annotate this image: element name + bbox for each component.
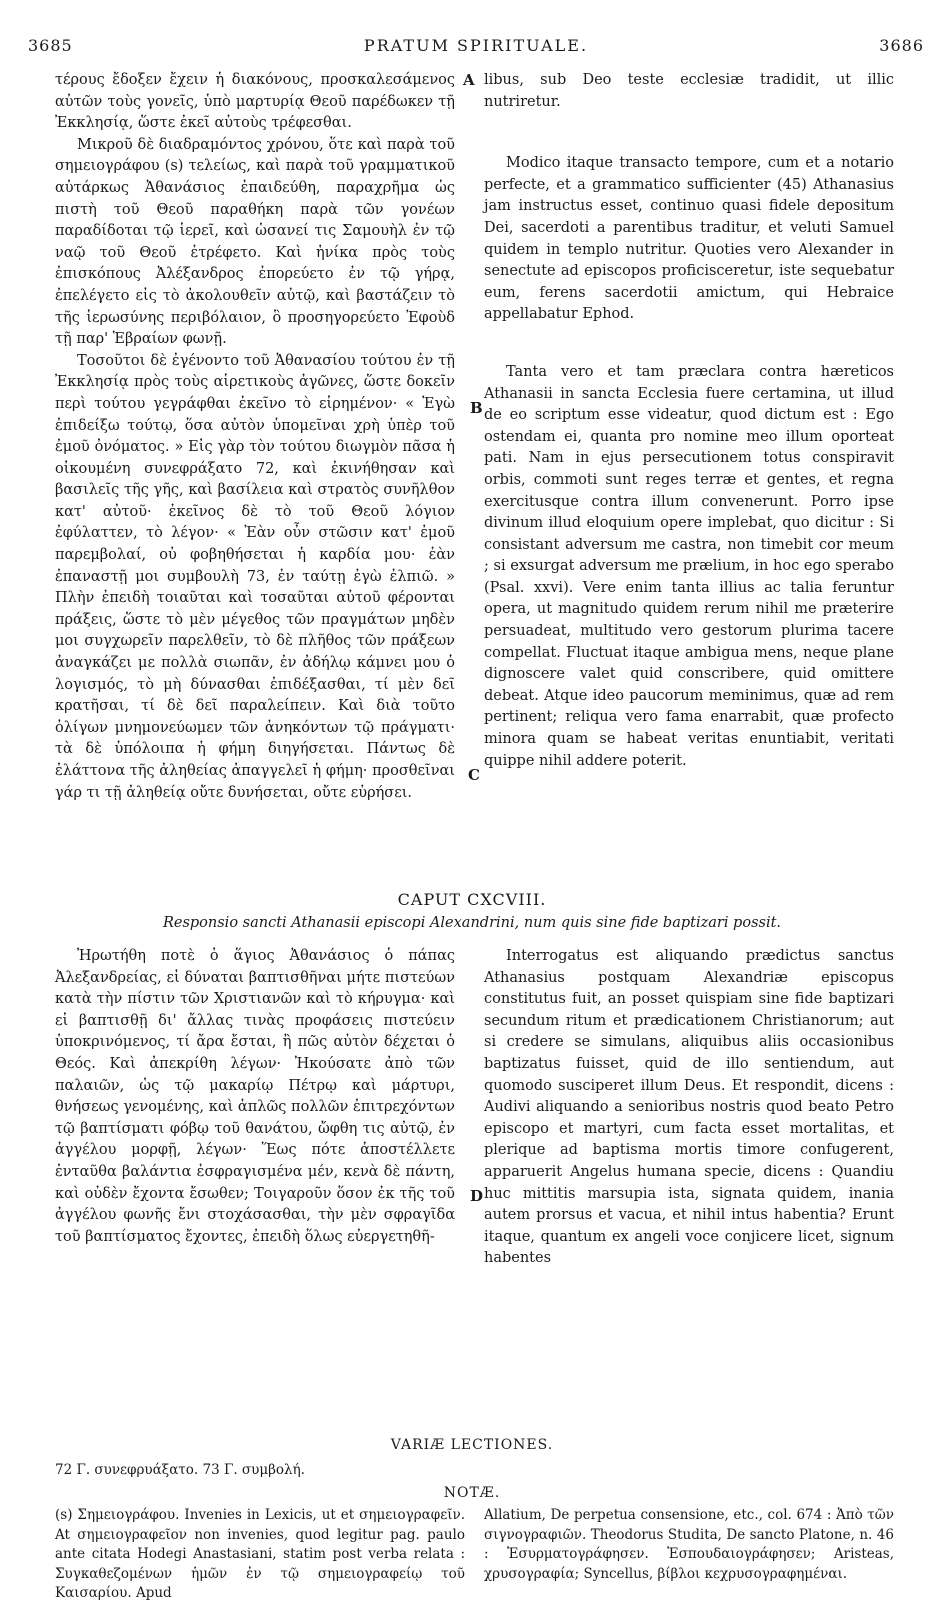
latin-column-upper (484, 70, 894, 772)
note-text-left: (s) Σημειογράφου. Invenies in Lexicis, ut et σημειογραφεῖν. At σημειογραφεῖον non invenies, quod legitur pag. paulo ante citata Hodegi Anastasiani, statim post verba relata : Συγκαθεζομένων ἡμῶν ἐν τῷ σημειογραφείῳ τοῦ Καισαρίου. Apud (55, 1507, 465, 1601)
greek-column-lower (55, 946, 455, 1248)
column-number-left: 3685 (28, 36, 73, 55)
latin-paragraph: libus, sub Deo teste ecclesiæ tradidit, ut illic nutriretur. (484, 72, 894, 110)
running-title: PRATUM SPIRITUALE. (363, 36, 589, 55)
marker-c: C (468, 766, 480, 784)
latin-paragraph: Interrogatus est aliquando prædictus sanctus Athanasius postquam Alexandriæ episcopus constitutus fuit, an posset quispiam sine fide baptizari secundum ritum et prædicationem Christianorum; aut si credere se simulans, aliquibus aliis occasionibus baptizatus fuisset, quid de illo sentiendum, aut quomodo susciperet illum Deus. Et respondit, dicens : Audivi aliquando a senioribus nostris quod beato Petro episcopo et martyri, cum facta esset mortalitas, et plerique ad baptisma mortis timore confugerent, apparuerit Angelus humana specie, dicens : Quandiu huc mittitis marsupia ista, signata quidem, inania autem prorsus et vacua, et nihil intus habentia? Erunt itaque, quantum ex angeli voce conjicere licet, signum habentes (484, 948, 894, 1267)
variae-heading: VARIÆ LECTIONES. (390, 1437, 554, 1453)
marker-b: B (470, 399, 483, 417)
note-text-right: Allatium, De perpetua consensione, etc., col. 674 : Ἀπὸ τῶν σιγνογραφιῶν. Theodorus Studita, De sancto Platone, n. 46 : Ἐσυρματογράφησεν. Ἐσπουδαιογράφησεν; Aristeas, χρυσογραφία; Syncellus, βίβλοι κεχρυσογραφημέναι. (484, 1507, 894, 1582)
greek-paragraph: Μικροῦ δὲ διαδραμόντος χρόνου, ὅτε καὶ παρὰ τοῦ σημειογράφου (s) τελείως, καὶ παρὰ τοῦ γραμματικοῦ αὐτάρκως Ἀθανάσιος ἐπαιδεύθη, παραχρῆμα ὡς πιστὴ τοῦ Θεοῦ παραθήκη παρὰ τῶν γονέων παραδίδοται τῷ ἱερεῖ, καὶ ὡσανεί τις Σαμουὴλ ἐν τῷ ναῷ τοῦ Θεοῦ ἐτρέφετο. Καὶ ἡνίκα πρὸς τοὺς ἐπισκόπους Ἀλέξανδρος ἐπορεύετο ἐν τῷ γήρᾳ, ἐπελέγετο εἰς τὸ ἀκολουθεῖν αὐτῷ, καὶ βαστάζειν τὸ τῆς ἱερωσύνης περιβόλαιον, ὃ προσηγορεύετο Ἐφοὺδ τῇ παρ' Ἑβραίων φωνῇ. (55, 136, 455, 348)
running-head (28, 36, 924, 60)
marker-d: D (470, 1187, 484, 1205)
greek-paragraph: Τοσοῦτοι δὲ ἐγένοντο τοῦ Ἀθανασίου τούτου ἐν τῇ Ἐκκλησίᾳ πρὸς τοὺς αἱρετικοὺς ἀγῶνες, ὥστε δοκεῖν περὶ τούτου γεγράφθαι ἐκεῖνο τὸ εἰρημένον· « Ἐγὼ ἐπιδείξω τούτῳ, ὅσα αὐτὸν ὑπομεῖναι χρὴ ὑπὲρ τοῦ ἐμοῦ ὀνόματος. » Εἰς γὰρ τὸν τούτου διωγμὸν πᾶσα ἡ οἰκουμένη συνεφράξατο 72, καὶ ἐκινήθησαν καὶ βασιλεῖς τῆς γῆς, καὶ βασίλεια καὶ στρατὸς συνῆλθον κατ' αὐτοῦ· ἐκεῖνος δὲ τὸ τοῦ Θεοῦ λόγιον ἐφύλαττεν, τὸ λέγον· « Ἐὰν οὖν στῶσιν κατ' ἐμοῦ παρεμβολαί, οὐ φοβηθήσεται ἡ καρδία μου· ἐὰν ἐπαναστῇ μοι συμβουλὴ 73, ἐν ταύτῃ ἐγὼ ἐλπιῶ. » Πλὴν ἐπειδὴ τοιαῦται καὶ τοσαῦται αὐτοῦ φέρονται πράξεις, ὥστε τὸ μὲν μέγεθος τῶν πραγμάτων μηδὲν μοι συγχωρεῖν παρελθεῖν, τὸ δὲ πλῆθος τῶν πράξεων ἀναγκάζει με πολλὰ σιωπᾶν, ἐν ἀδήλῳ κάμνει μου ὁ λογισμός, τὸ μὴ δύνασθαι ἐπιδέξασθαι, τί μὲν δεῖ κρατῆσαι, τί δὲ δεῖ παραλείπειν. Καὶ διὰ τοῦτο ὀλίγων μνημονεύωμεν τῶν ἀνηκόντων τῷ πράγματι· τὰ δὲ ὑπόλοιπα ἡ φήμη διηγήσεται. Πάντως δὲ ἐλάττονα τῆς ἀληθείας ἀπαγγελεῖ ἡ φήμη· προσθεῖναι γάρ τι τῇ ἀληθείᾳ οὔτε δυνήσεται, οὔτε εὑρήσει. (55, 352, 455, 801)
column-number-right: 3686 (879, 36, 924, 55)
note-right (484, 1506, 894, 1584)
note-left (55, 1506, 465, 1604)
variae-text: 72 Γ. συνεφρυάξατο. 73 Γ. συμβολή. (55, 1462, 305, 1478)
notae-heading: NOTÆ. (443, 1485, 501, 1501)
latin-paragraph: Modico itaque transacto tempore, cum et a notario perfecte, et a grammatico sufficienter (45) Athanasius jam instructus esset, continuo quasi fidele depositum Dei, sacerdoti a parentibus traditur, et veluti Samuel quidem in templo nutritur. Quoties vero Alexander in senectute ad episcopos proficisceretur, iste sequebatur eum, ferens sacerdotii amictum, qui Hebraice appellabatur Ephod. (484, 155, 894, 323)
greek-paragraph: τέρους ἔδοξεν ἔχειν ἡ διακόνους, προσκαλεσάμενος αὐτῶν τοὺς γονεῖς, ὑπὸ μαρτυρίᾳ Θεοῦ παρέδωκεν τῇ Ἐκκλησίᾳ, ὥστε ἐκεῖ αὐτοὺς τρέφεσθαι. (55, 72, 455, 132)
latin-column-lower (484, 946, 894, 1270)
greek-column-upper (55, 70, 455, 804)
chapter-title: CAPUT CXCVIII. (397, 890, 547, 909)
greek-paragraph: Ἠρωτήθη ποτὲ ὁ ἅγιος Ἀθανάσιος ὁ πάπας Ἀλεξανδρείας, εἰ δύναται βαπτισθῆναι μήτε πιστεύων κατὰ τὴν πίστιν τῶν Χριστιανῶν καὶ τὸ κήρυγμα· καὶ εἰ βαπτισθῇ δι' ἄλλας τινὰς προφάσεις πιστεύειν ὑποκρινόμενος, τί ἄρα ἔσται, ἢ πῶς αὐτὸν δέχεται ὁ Θεός. Καὶ ἀπεκρίθη λέγων· Ἠκούσατε ἀπὸ τῶν παλαιῶν, ὡς τῷ μακαρίῳ Πέτρῳ καὶ μάρτυρι, θνήσεως γενομένης, καὶ ἁπλῶς πολλῶν ἐπιτρεχόντων τῷ βαπτίσματι φόβῳ τοῦ θανάτου, ὤφθη τις αὐτῷ, ἐν ἀγγέλου μορφῇ, λέγων· Ἕως πότε ἀποστέλλετε ἐνταῦθα βαλάντια ἐσφραγισμένα μέν, κενὰ δὲ πάντη, καὶ οὐδὲν ἔχοντα ἔσωθεν; Τοιγαροῦν ὅσον ἐκ τῆς τοῦ ἀγγέλου φωνῆς ἔνι στοχάσασθαι, τὴν μὲν σφραγῖδα τοῦ βαπτίσματος ἔχοντες, ἐπειδὴ ὅλως εὐεργετηθῆ- (55, 948, 455, 1245)
chapter-subtitle: Responsio sancti Athanasii episcopi Alexandrini, num quis sine fide baptizari possit. (162, 915, 782, 931)
marker-a: A (463, 71, 475, 89)
latin-paragraph: Tanta vero et tam præclara contra hæreticos Athanasii in sancta Ecclesia fuere certamina, ut illud de eo scriptum esse videatur, quod dictum est : Ego ostendam ei, quanta pro nomine meo illum oporteat pati. Nam in ejus persecutionem totus conspiravit orbis, commoti sunt reges terræ et gentes, et regna exercitusque contra illum convenerunt. Porro ipse divinum illud eloquium opere implebat, quo dicitur : Si consistant adversum me castra, non timebit cor meum ; si exsurgat adversum me prælium, in hoc ego sperabo (Psal. xxvi). Vere enim tanta illius ac talia feruntur opera, ut magnitudo quidem rerum nihil me præterire persuadeat, multitudo vero gestorum plurima tacere compellat. Fluctuat itaque ambigua mens, neque plane dignoscere valet quid conscribere, quid omittere debeat. Atque ideo paucorum meminimus, quæ ad rem pertinent; reliqua vero fama enarrabit, quæ profecto minora quam se habeat veritas enuntiabit, veritati quippe nihil addere poterit. (484, 363, 894, 769)
